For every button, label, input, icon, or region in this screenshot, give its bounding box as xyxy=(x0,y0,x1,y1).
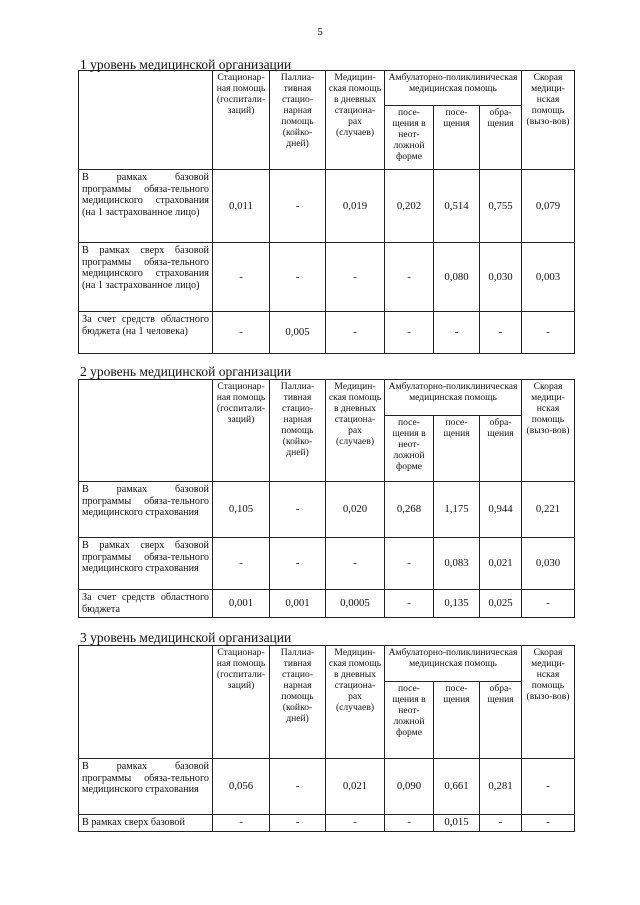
cell-value: 0,202 xyxy=(385,170,434,243)
cell-value: - xyxy=(326,538,385,590)
header-appeals: обра-щения xyxy=(480,106,522,170)
cell-value: 0,021 xyxy=(480,538,522,590)
cell-value: - xyxy=(213,243,270,312)
cell-value: - xyxy=(213,815,270,832)
section-heading-3: 3 уровень медицинской организации xyxy=(80,630,292,645)
header-ambulance: Скорая медици-нская помощь (вызо-вов) xyxy=(522,646,575,759)
cell-value: 0,021 xyxy=(326,759,385,815)
table-row xyxy=(79,590,575,618)
table-row xyxy=(79,538,575,590)
header-appeals: обра-щения xyxy=(480,416,522,482)
cell-value: 0,944 xyxy=(480,482,522,538)
row-label: В рамках базовой программы обяза-тельного медицинского страхования xyxy=(79,482,213,538)
cell-value: - xyxy=(326,815,385,832)
table-row xyxy=(79,243,575,312)
header-inpatient: Стационар-ная помощь (госпитали-заций) xyxy=(213,646,270,759)
cell-value: 0,056 xyxy=(213,759,270,815)
cell-value: - xyxy=(270,759,326,815)
cell-value: 0,090 xyxy=(385,759,434,815)
cell-value: 0,030 xyxy=(522,538,575,590)
section-heading-2: 2 уровень медицинской организации xyxy=(80,364,292,379)
row-label: В рамках сверх базовой xyxy=(79,815,213,832)
cell-value: - xyxy=(522,759,575,815)
row-label: За счет средств областного бюджета xyxy=(79,590,213,618)
header-palliative: Паллиа-тивная стацио-нарная помощь (койко-дней) xyxy=(270,380,326,482)
header-visits: посе-щения xyxy=(434,682,480,759)
cell-value: - xyxy=(480,312,522,354)
cell-value: 0,020 xyxy=(326,482,385,538)
cell-value: - xyxy=(385,243,434,312)
cell-value: - xyxy=(522,590,575,618)
cell-value: 0,003 xyxy=(522,243,575,312)
cell-value: 0,019 xyxy=(326,170,385,243)
table-row xyxy=(79,312,575,354)
header-outpatient: Амбулаторно-поликлиническая медицинская помощь xyxy=(385,380,522,416)
header-ambulance: Скорая медици-нская помощь (вызо-вов) xyxy=(522,380,575,482)
cell-value: - xyxy=(213,538,270,590)
cell-value: 0,281 xyxy=(480,759,522,815)
cell-value: 0,079 xyxy=(522,170,575,243)
header-inpatient: Стационар-ная помощь (госпитали-заций) xyxy=(213,380,270,482)
cell-value: - xyxy=(385,590,434,618)
row-label: В рамках сверх базовой программы обяза-тельного медицинского страхования (на 1 застрахованное лицо) xyxy=(79,243,213,312)
cell-value: 0,514 xyxy=(434,170,480,243)
cell-value: - xyxy=(270,482,326,538)
header-inpatient: Стационар-ная помощь (госпитали-заций) xyxy=(213,71,270,170)
table-row xyxy=(79,170,575,243)
cell-value: 0,135 xyxy=(434,590,480,618)
cell-value: - xyxy=(270,538,326,590)
cell-value: - xyxy=(326,243,385,312)
page-number: 5 xyxy=(317,26,323,38)
row-label: В рамках базовой программы обяза-тельного медицинского страхования xyxy=(79,759,213,815)
header-day-care: Медицин-ская помощь в дневных стациона-рах (случаев) xyxy=(326,380,385,482)
cell-value: - xyxy=(270,243,326,312)
section-heading-1: 1 уровень медицинской организации xyxy=(80,57,292,72)
cell-value: 1,175 xyxy=(434,482,480,538)
row-label: В рамках сверх базовой программы обяза-тельного медицинского страхования xyxy=(79,538,213,590)
table-row xyxy=(79,482,575,538)
table-row xyxy=(79,815,575,832)
header-day-care: Медицин-ская помощь в дневных стациона-рах (случаев) xyxy=(326,646,385,759)
cell-value: 0,080 xyxy=(434,243,480,312)
cell-value: - xyxy=(213,312,270,354)
section-table-3 xyxy=(78,645,575,832)
cell-value: 0,030 xyxy=(480,243,522,312)
cell-value: 0,105 xyxy=(213,482,270,538)
header-blank-cell xyxy=(79,646,213,759)
header-ambulance: Скорая медици-нская помощь (вызо-вов) xyxy=(522,71,575,170)
section-table-2 xyxy=(78,379,575,618)
header-blank-cell xyxy=(79,71,213,170)
cell-value: - xyxy=(522,815,575,832)
header-visits-urgent: посе-щения в неот-ложной форме xyxy=(385,416,434,482)
header-visits-urgent: посе-щения в неот-ложной форме xyxy=(385,682,434,759)
header-visits-urgent: посе-щения в неот-ложной форме xyxy=(385,106,434,170)
cell-value: 0,011 xyxy=(213,170,270,243)
cell-value: 0,268 xyxy=(385,482,434,538)
cell-value: - xyxy=(385,538,434,590)
cell-value: - xyxy=(522,312,575,354)
cell-value: 0,083 xyxy=(434,538,480,590)
cell-value: - xyxy=(480,815,522,832)
header-outpatient: Амбулаторно-поликлиническая медицинская помощь xyxy=(385,71,522,106)
cell-value: 0,001 xyxy=(213,590,270,618)
cell-value: 0,025 xyxy=(480,590,522,618)
header-day-care: Медицин-ская помощь в дневных стациона-рах (случаев) xyxy=(326,71,385,170)
row-label: За счет средств областного бюджета (на 1 человека) xyxy=(79,312,213,354)
cell-value: 0,015 xyxy=(434,815,480,832)
header-blank-cell xyxy=(79,380,213,482)
cell-value: - xyxy=(270,815,326,832)
header-visits: посе-щения xyxy=(434,106,480,170)
cell-value: - xyxy=(385,815,434,832)
section-table-1 xyxy=(78,70,575,354)
cell-value: 0,661 xyxy=(434,759,480,815)
cell-value: 0,001 xyxy=(270,590,326,618)
cell-value: - xyxy=(270,170,326,243)
cell-value: 0,0005 xyxy=(326,590,385,618)
cell-value: 0,221 xyxy=(522,482,575,538)
header-palliative: Паллиа-тивная стацио-нарная помощь (койко-дней) xyxy=(270,71,326,170)
cell-value: - xyxy=(326,312,385,354)
cell-value: 0,755 xyxy=(480,170,522,243)
cell-value: - xyxy=(385,312,434,354)
header-visits: посе-щения xyxy=(434,416,480,482)
cell-value: 0,005 xyxy=(270,312,326,354)
header-appeals: обра-щения xyxy=(480,682,522,759)
header-outpatient: Амбулаторно-поликлиническая медицинская помощь xyxy=(385,646,522,682)
table-row xyxy=(79,759,575,815)
cell-value: - xyxy=(434,312,480,354)
row-label: В рамках базовой программы обяза-тельного медицинского страхования (на 1 застрахованное лицо) xyxy=(79,170,213,243)
header-palliative: Паллиа-тивная стацио-нарная помощь (койко-дней) xyxy=(270,646,326,759)
